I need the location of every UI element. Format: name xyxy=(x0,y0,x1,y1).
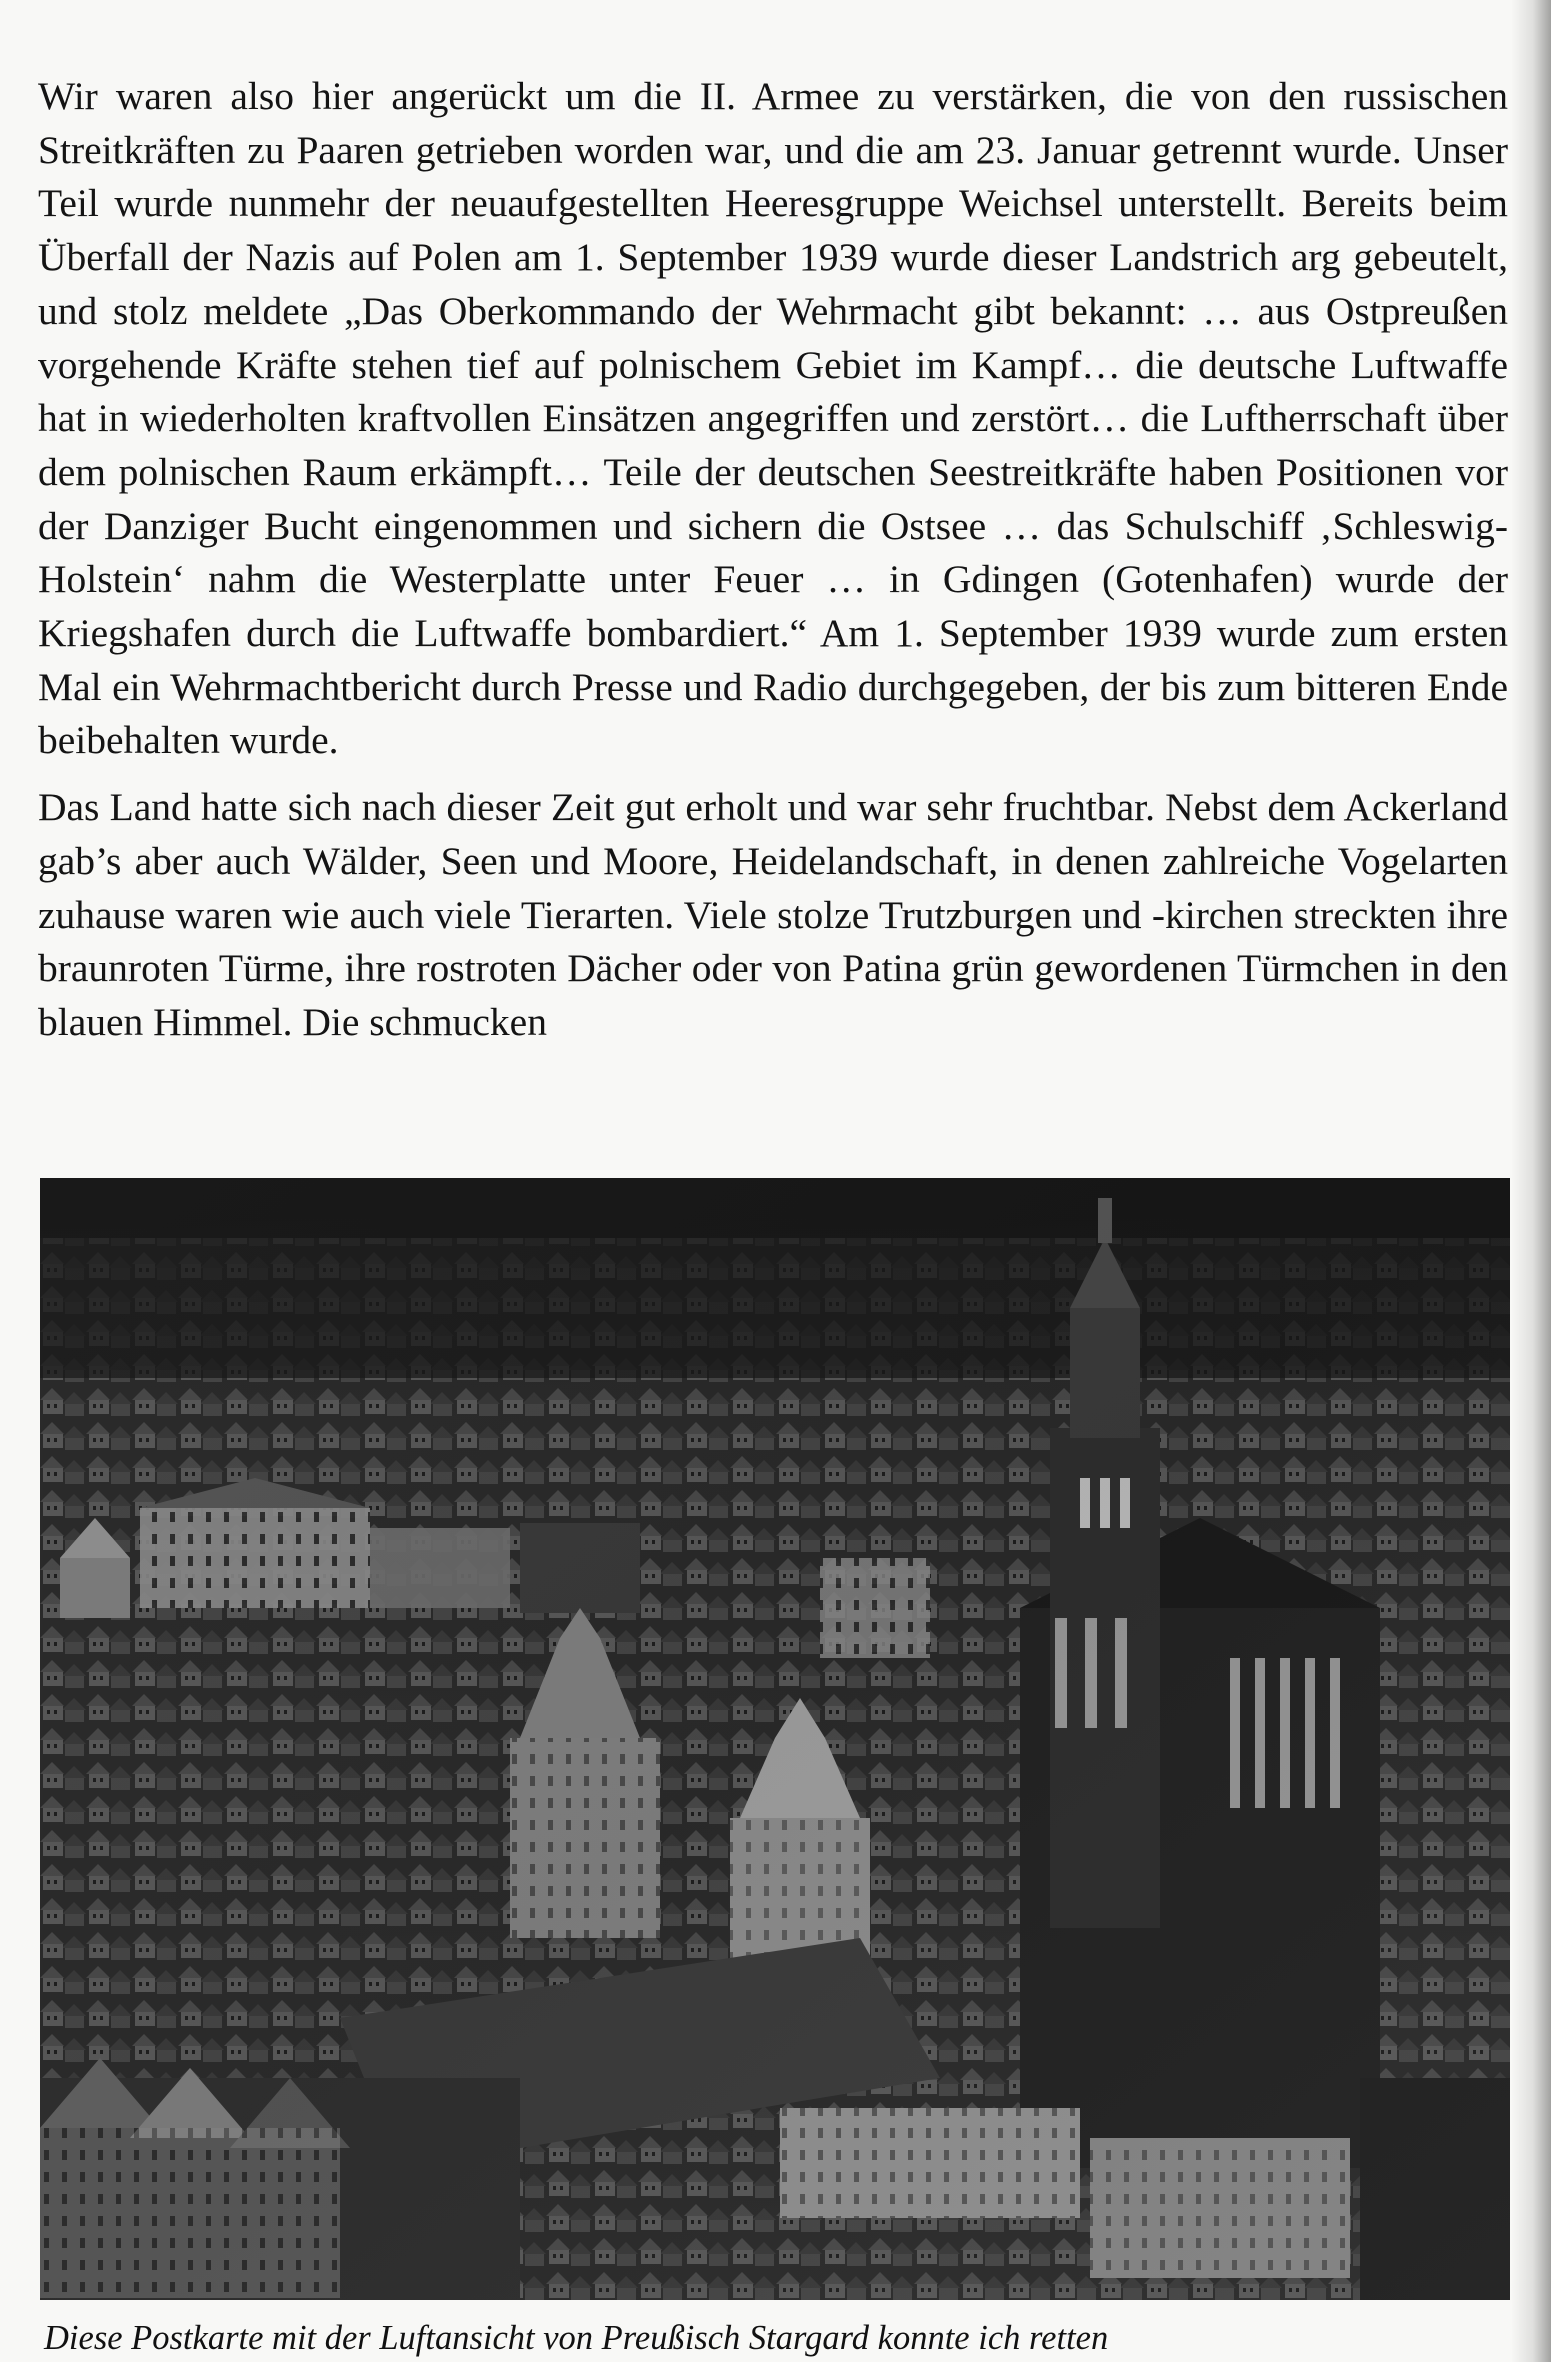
paragraph-2: Das Land hatte sich nach dieser Zeit gut erholt und war sehr fruchtbar. Nebst dem Ackerland gab’s aber auch Wälder, Seen und Moore, Heidelandschaft, in denen zahlreiche Vogelarten zuhause waren wie auch viele Tierarten. Viele stolze Trutzburgen und -kirchen streckten ihre braunroten Türme, ihre rostroten Dächer oder von Patina grün gewordenen Türmchen in den blauen Himmel. Die schmucken xyxy=(38,785,1508,1044)
aerial-photo xyxy=(40,1178,1510,2300)
body-text xyxy=(38,70,1508,1050)
paragraph-1: Wir waren also hier angerückt um die II. Armee zu verstärken, die von den russischen Streitkräften zu Paaren getrieben worden war, und die am 23. Januar getrennt wurde. Unser Teil wurde nunmehr der neuaufgestellten Heeresgruppe Weichsel unterstellt. Bereits beim Überfall der Nazis auf Polen am 1. September 1939 wurde dieser Landstrich arg gebeutelt, und stolz meldete „Das Oberkommando der Wehrmacht gibt bekannt: … aus Ostpreußen vorgehende Kräfte stehen tief auf polnischem Gebiet im Kampf… die deutsche Luftwaffe hat in wiederholten kraftvollen Einsätzen angegriffen und zerstört… die Luftherrschaft über dem polnischen Raum erkämpft… Teile der deutschen Seestreitkräfte haben Positionen vor der Danziger Bucht eingenommen und sichern die Ostsee … das Schulschiff ‚Schleswig-Holstein‘ nahm die Westerplatte unter Feuer … in Gdingen (Gotenhafen) wurde der Kriegshafen durch die Luftwaffe bombardiert.“ Am 1. September 1939 wurde zum ersten Mal ein Wehrmachtbericht durch Presse und Radio durchgegeben, der bis zum bitteren Ende beibehalten wurde. xyxy=(38,74,1508,763)
photo-caption: Diese Postkarte mit der Luftansicht von Preußisch Stargard konnte ich retten xyxy=(44,2319,1109,2357)
aerial-town-picture xyxy=(40,1178,1510,2300)
page-edge-shadow xyxy=(1511,0,1551,2362)
